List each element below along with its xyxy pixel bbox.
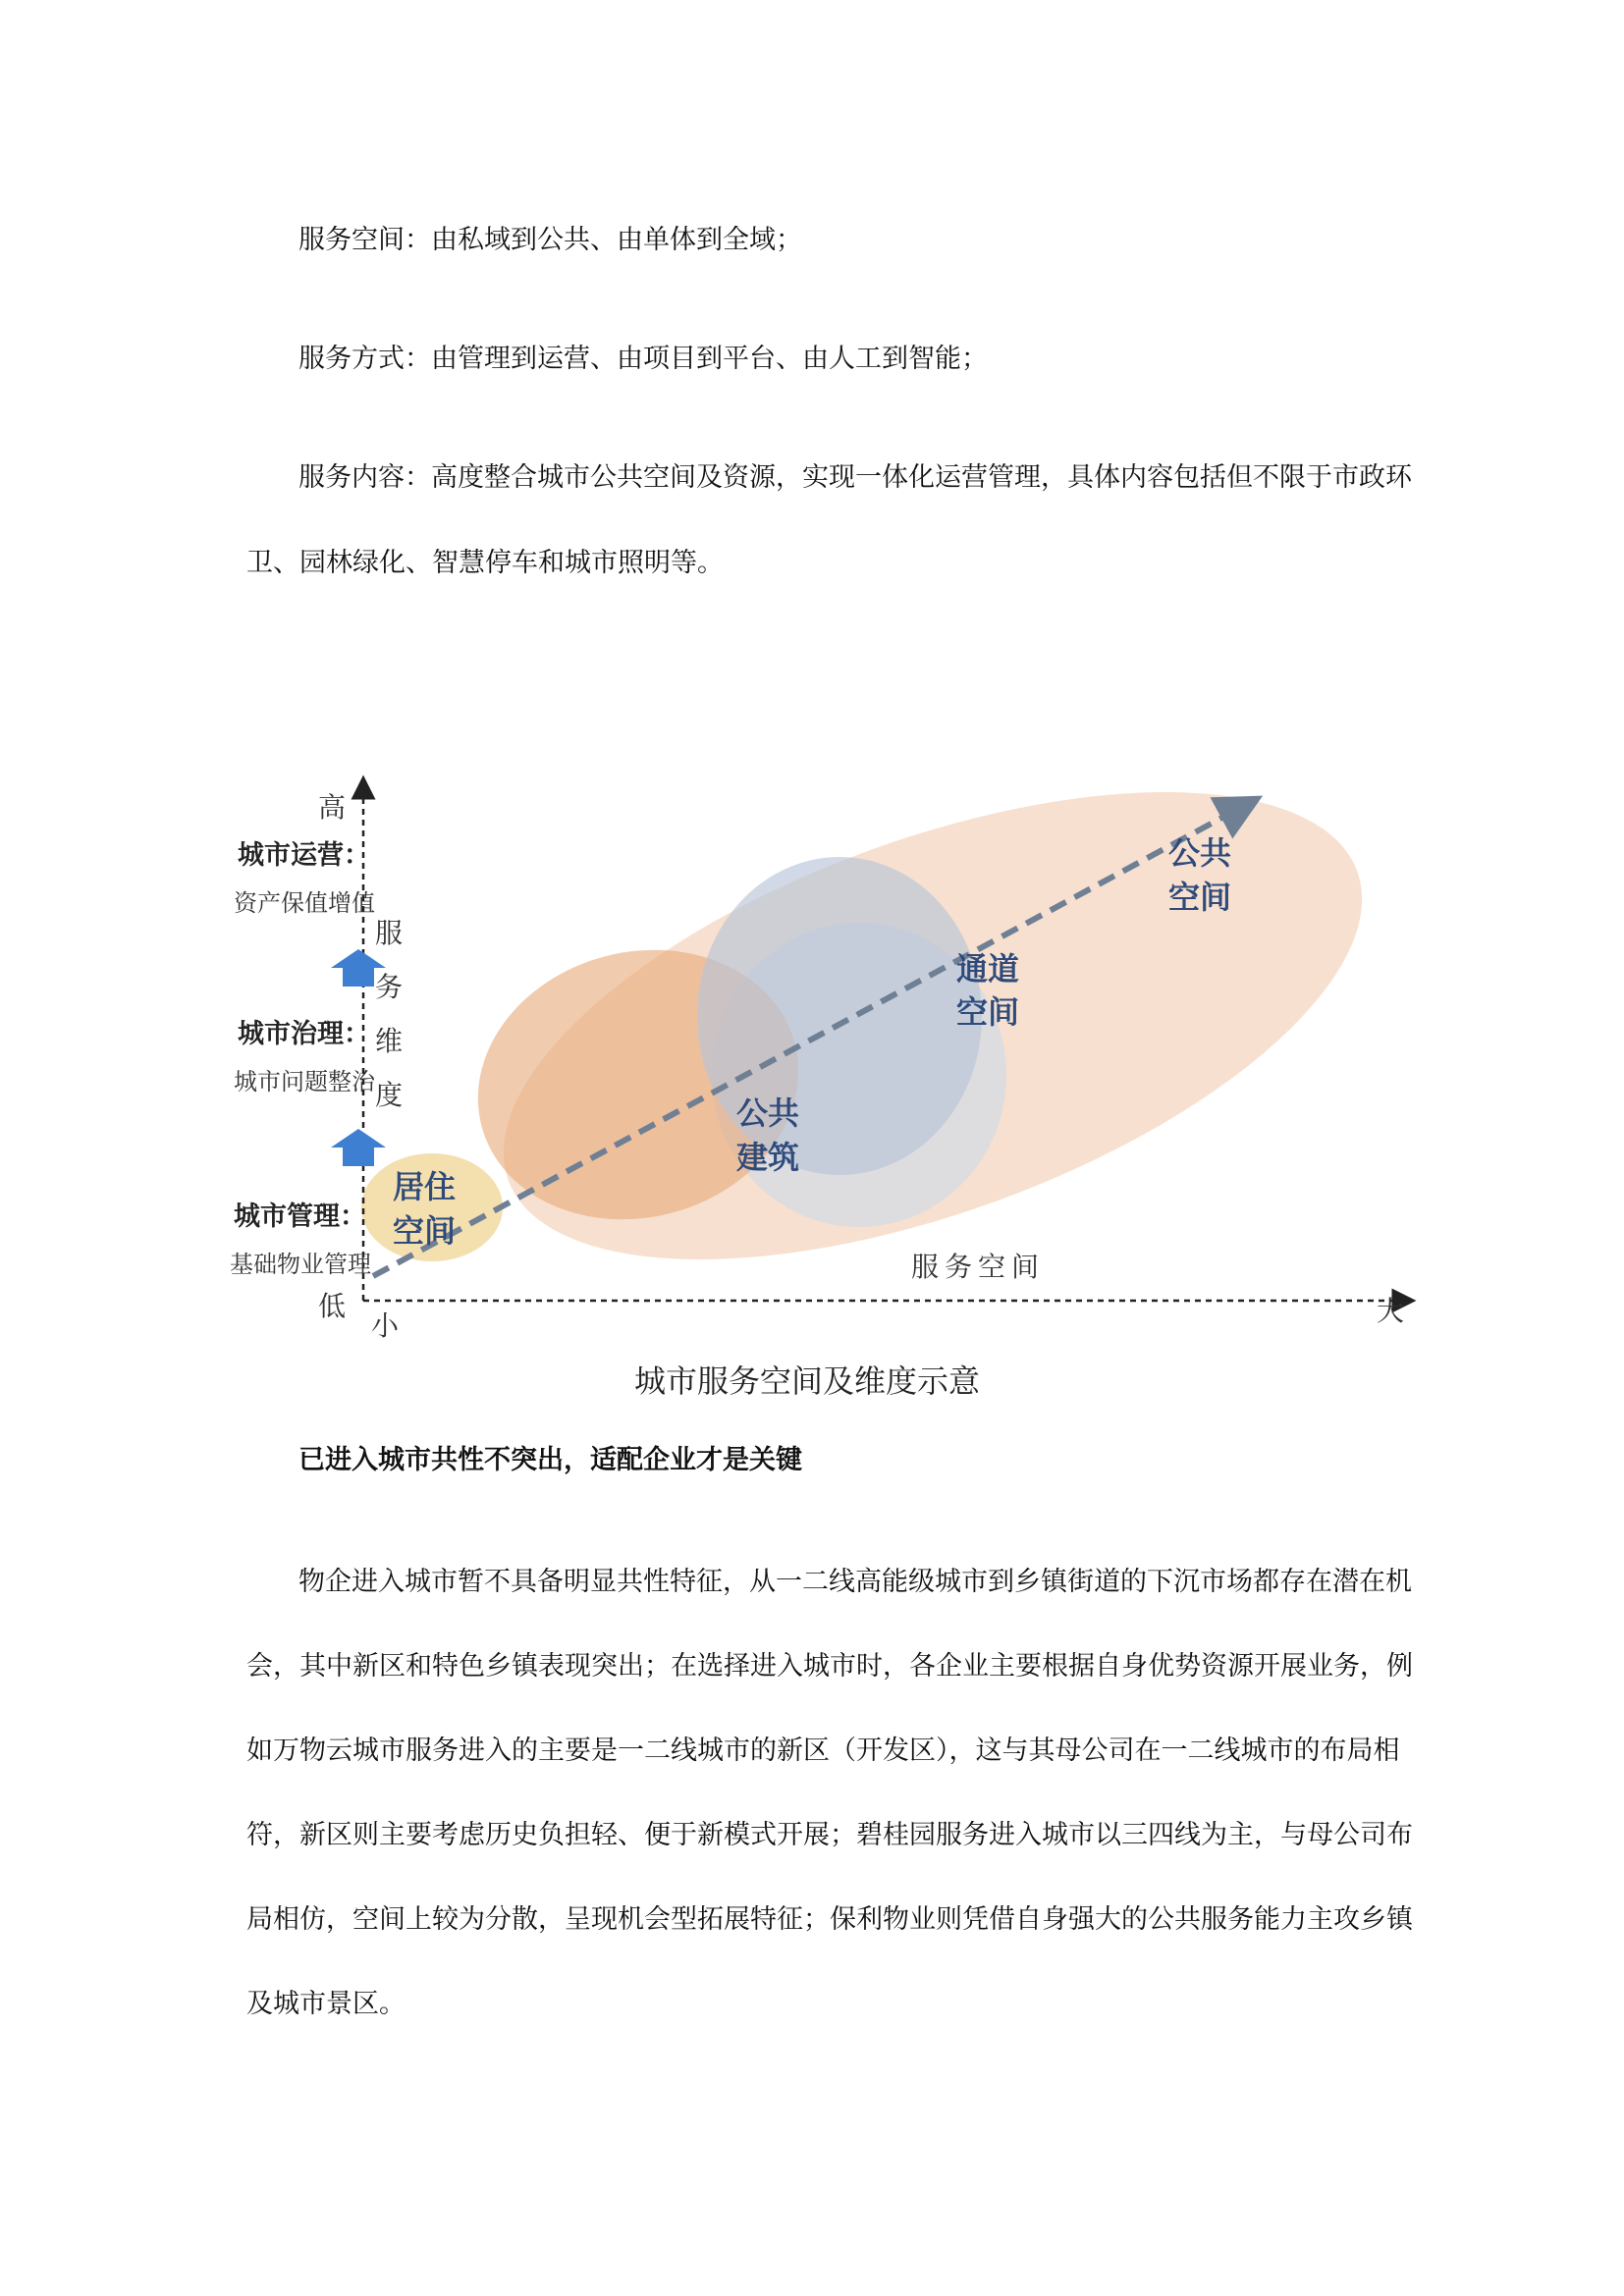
up-arrow-icon bbox=[331, 1129, 386, 1166]
body-paragraph-line: 物企进入城市暂不具备明显共性特征，从一二线高能级城市到乡镇街道的下沉市场都存在潜在机 bbox=[298, 1567, 1412, 1597]
stage-subtitle-operation: 资产保值增值 bbox=[234, 889, 375, 917]
y-axis-label-char: 服 bbox=[375, 917, 404, 949]
stage-title-operation: 城市运营： bbox=[238, 840, 370, 871]
x-axis-small-label: 小 bbox=[371, 1309, 400, 1342]
body-paragraph-line: 局相仿，空间上较为分散，呈现机会型拓展特征；保利物业则凭借自身强大的公共服务能力主攻乡镇 bbox=[246, 1904, 1413, 1935]
body-paragraph-line: 如万物云城市服务进入的主要是一二线城市的新区（开发区），这与其母公司在一二线城市的布局相 bbox=[246, 1735, 1400, 1766]
y-axis-label-char: 维 bbox=[375, 1025, 404, 1057]
bubble-label-public-space-2: 空间 bbox=[1168, 879, 1232, 916]
service-dimension-diagram bbox=[230, 766, 1424, 1342]
stage-subtitle-governance: 城市问题整治 bbox=[234, 1068, 375, 1095]
bubble-label-channel-2: 空间 bbox=[956, 993, 1020, 1031]
y-axis-label-char: 度 bbox=[375, 1079, 404, 1111]
section-heading: 已进入城市共性不突出，适配企业才是关键 bbox=[298, 1445, 802, 1475]
stage-subtitle-management: 基础物业管理 bbox=[230, 1251, 371, 1278]
service-mode-paragraph: 服务方式：由管理到运营、由项目到平台、由人工到智能； bbox=[298, 344, 988, 374]
y-axis-label-char: 务 bbox=[375, 971, 404, 1003]
bubble-label-public-building-1: 公共 bbox=[736, 1095, 800, 1132]
bubble-label-residential-1: 居住 bbox=[393, 1168, 457, 1205]
bubble-label-public-space-1: 公共 bbox=[1168, 834, 1232, 872]
bubble-label-residential-2: 空间 bbox=[393, 1212, 457, 1250]
y-axis-low-label: 低 bbox=[318, 1290, 347, 1322]
stage-title-governance: 城市治理： bbox=[238, 1019, 370, 1049]
stage-title-management: 城市管理： bbox=[234, 1201, 366, 1232]
body-paragraph-line: 及城市景区。 bbox=[246, 1989, 406, 2019]
service-space-paragraph: 服务空间：由私域到公共、由单体到全域； bbox=[298, 225, 802, 255]
bubble-label-channel-1: 通道 bbox=[956, 950, 1020, 988]
body-paragraph-line: 符，新区则主要考虑历史负担轻、便于新模式开展；碧桂园服务进入城市以三四线为主，与母公司布 bbox=[246, 1820, 1413, 1850]
service-content-paragraph-line1: 服务内容：高度整合城市公共空间及资源，实现一体化运营管理，具体内容包括但不限于市政环 bbox=[298, 462, 1412, 493]
y-axis-high-label: 高 bbox=[318, 791, 347, 824]
x-axis-large-label: 大 bbox=[1377, 1295, 1405, 1327]
body-paragraph-line: 会，其中新区和特色乡镇表现突出；在选择进入城市时，各企业主要根据自身优势资源开展业务，例 bbox=[246, 1651, 1413, 1682]
figure-caption: 城市服务空间及维度示意 bbox=[634, 1362, 981, 1400]
bubble-label-public-building-2: 建筑 bbox=[736, 1139, 800, 1176]
x-axis-label: 服务空间 bbox=[911, 1251, 1046, 1283]
service-content-paragraph-line2: 卫、园林绿化、智慧停车和城市照明等。 bbox=[246, 548, 724, 578]
